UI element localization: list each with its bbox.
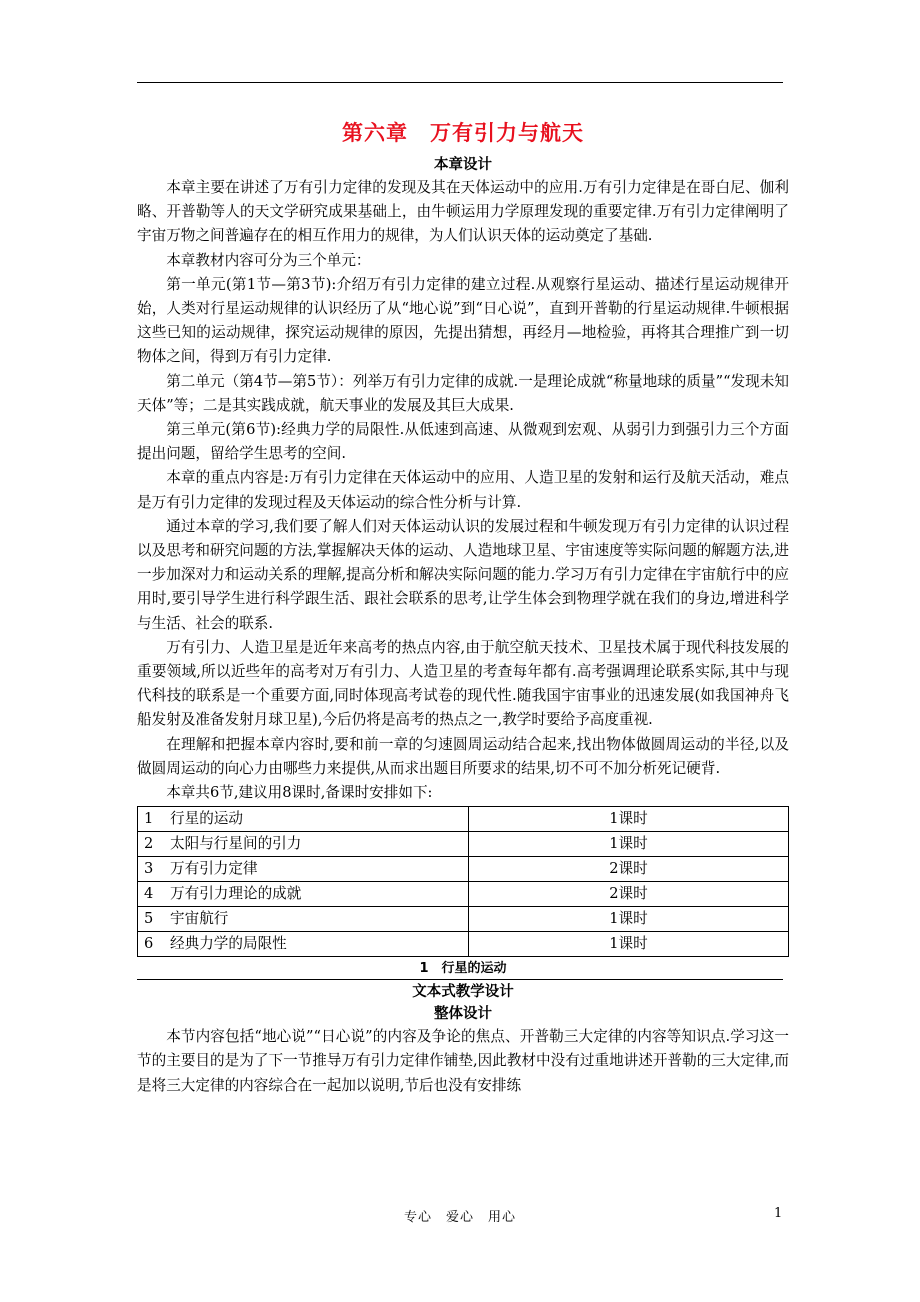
lesson-topic: 万有引力定律 [170, 860, 258, 878]
lesson-schedule-table [137, 806, 789, 957]
paragraph: 本章教材内容可分为三个单元： [166, 251, 371, 269]
overall-design-heading: 整体设计 [434, 1006, 492, 1023]
lesson-number: 4 [144, 885, 154, 903]
lesson-number: 2 [144, 835, 154, 853]
table-row [138, 807, 789, 832]
topic-cell [138, 882, 469, 907]
lesson-number: 3 [144, 860, 154, 878]
table-row [138, 932, 789, 957]
hours-cell: 2课时 [469, 882, 789, 907]
lesson-number: 5 [144, 910, 154, 928]
lesson-number: 6 [144, 935, 154, 953]
paragraph: 第二单元（第4节—第5节）：列举万有引力定律的成就.一是理论成就“称量地球的质量”“发现未知天体”等；二是其实践成就，航天事业的发展及其巨大成果. [137, 372, 789, 414]
hours-cell: 1课时 [469, 932, 789, 957]
topic-cell [138, 807, 469, 832]
paragraph: 第一单元(第1节—第3节):介绍万有引力定律的建立过程.从观察行星运动、描述行星运动规律开始，人类对行星运动规律的认识经历了从“地心说”到“日心说”，直到开普勒的行星运动规律.牛顿根据这些已知的运动规律，探究运动规律的原因，先提出猜想，再经月—地检验，再将其合理推广到一切物体之间，得到万有引力定律. [137, 275, 789, 366]
hours-cell: 1课时 [469, 807, 789, 832]
paragraph: 本章的重点内容是:万有引力定律在天体运动中的应用、人造卫星的发射和运行及航天活动，难点是万有引力定律的发现过程及天体运动的综合性分析与计算. [137, 469, 789, 511]
section-paragraph: 本节内容包括“地心说”“日心说”的内容及争论的焦点、开普勒三大定律的内容等知识点.学习这一节的主要目的是为了下一节推导万有引力定律作铺垫,因此教材中没有过重地讲述开普勒的三大定律,而是将三大定律的内容综合在一起加以说明,节后也没有安排练 [137, 1028, 789, 1094]
table-row [138, 832, 789, 857]
footer-slogan: 专心 爱心 用心 [403, 1210, 516, 1225]
topic-cell [138, 907, 469, 932]
paragraph: 在理解和把握本章内容时,要和前一章的匀速圆周运动结合起来,找出物体做圆周运动的半径,以及做圆周运动的向心力由哪些力来提供,从而求出题目所要求的结果,切不可不加分析死记硬背. [137, 735, 789, 777]
section-caption: 1 行星的运动 [419, 961, 507, 977]
paragraph: 万有引力、人造卫星是近年来高考的热点内容,由于航空航天技术、卫星技术属于现代科技发展的重要领域,所以近些年的高考对万有引力、人造卫星的考查每年都有.高考强调理论联系实际,其中与现代科技的联系是一个重要方面,同时体现高考试卷的现代性.随我国宇宙事业的迅速发展(如我国神舟飞船发射及准备发射月球卫星),今后仍将是高考的热点之一,教学时要给予高度重视. [137, 638, 789, 729]
topic-cell [138, 932, 469, 957]
hours-cell: 1课时 [469, 907, 789, 932]
section-divider [137, 979, 783, 980]
table-row [138, 882, 789, 907]
page-number: 1 [774, 1206, 783, 1221]
lesson-number: 1 [144, 810, 154, 828]
lesson-topic: 万有引力理论的成就 [170, 885, 302, 903]
schedule-intro: 本章共6节,建议用8课时,备课时安排如下: [166, 784, 433, 802]
paragraph: 本章主要在讲述了万有引力定律的发现及其在天体运动中的应用.万有引力定律是在哥白尼、伽利略、开普勒等人的天文学研究成果基础上，由牛顿运用力学原理发现的重要定律.万有引力定律阐明了宇宙万物之间普遍存在的相互作用力的规律，为人们认识天体的运动奠定了基础. [137, 179, 789, 245]
table-row [138, 907, 789, 932]
lesson-topic: 行星的运动 [170, 810, 243, 828]
text-design-heading: 文本式教学设计 [412, 984, 514, 1001]
lesson-topic: 宇宙航行 [170, 910, 229, 928]
paragraph: 通过本章的学习,我们要了解人们对天体运动认识的发展过程和牛顿发现万有引力定律的认识过程以及思考和研究问题的方法,掌握解决天体的运动、人造地球卫星、宇宙速度等实际问题的解题方法,进一步加深对力和运动关系的理解,提高分析和解决实际问题的能力.学习万有引力定律在宇宙航行中的应用时,要引导学生进行科学跟生活、跟社会联系的思考,让学生体会到物理学就在我们的身边,增进科学与生活、社会的联系. [137, 517, 789, 632]
topic-cell [138, 857, 469, 882]
lesson-topic: 太阳与行星间的引力 [170, 835, 302, 853]
hours-cell: 2课时 [469, 857, 789, 882]
chapter-design-heading: 本章设计 [434, 157, 492, 173]
paragraph: 第三单元(第6节):经典力学的局限性.从低速到高速、从微观到宏观、从弱引力到强引力三个方面提出问题，留给学生思考的空间. [137, 421, 789, 463]
lesson-topic: 经典力学的局限性 [170, 935, 287, 953]
topic-cell [138, 832, 469, 857]
hours-cell: 1课时 [469, 832, 789, 857]
table-row [138, 857, 789, 882]
chapter-title: 第六章 万有引力与航天 [342, 121, 584, 145]
document-body [137, 118, 789, 1098]
header-rule [137, 82, 783, 83]
